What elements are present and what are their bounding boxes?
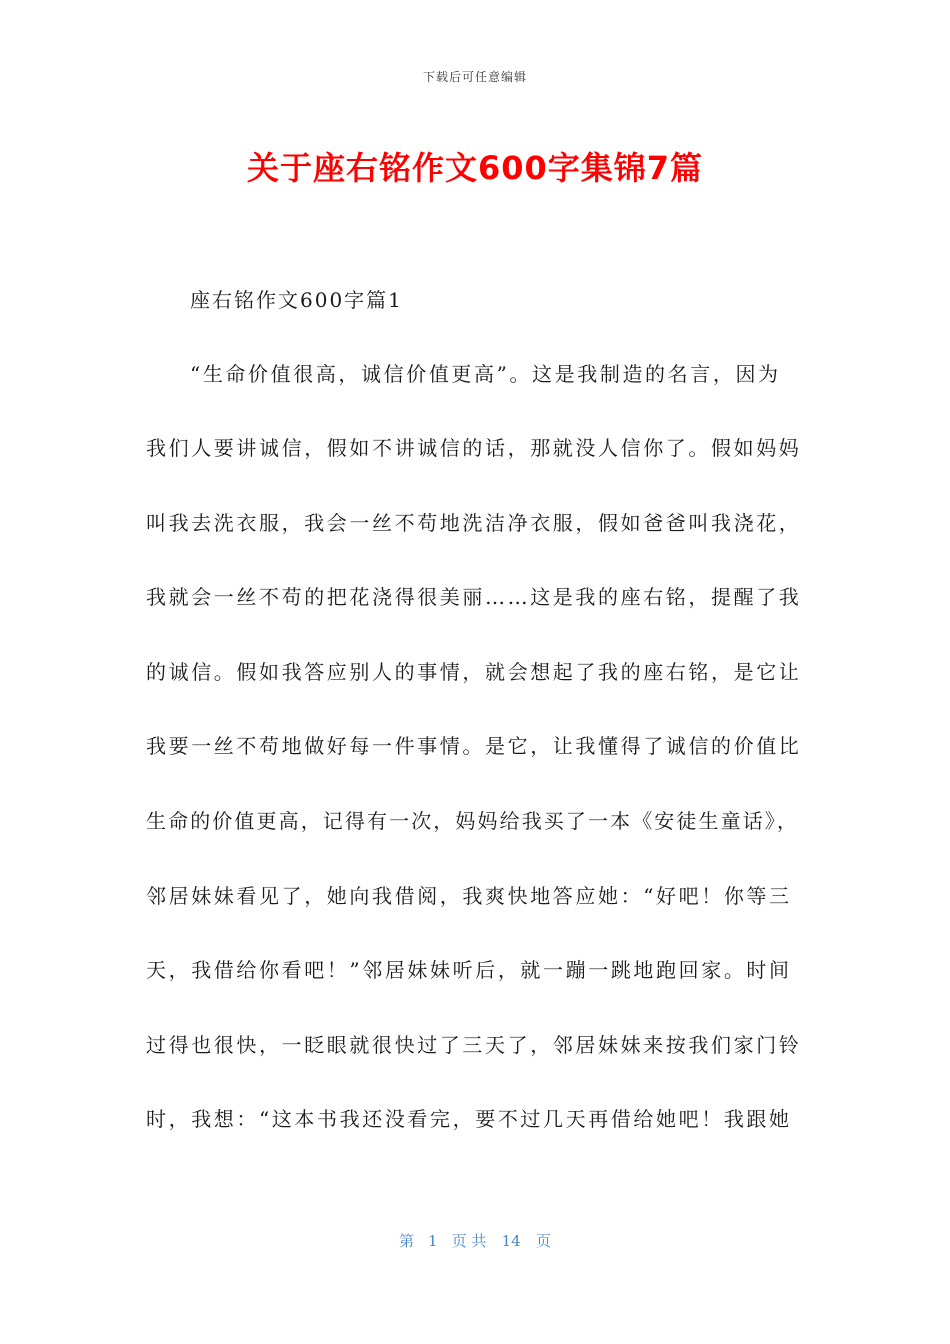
page-label-prefix: 第 — [399, 1232, 415, 1250]
paragraph-line: 过得也很快，一眨眼就很快过了三天了，邻居妹妹来按我们家门铃 — [146, 1033, 802, 1057]
paragraph-line: 我就会一丝不苟的把花浇得很美丽……这是我的座右铭，提醒了我 — [146, 585, 802, 609]
paragraph-line: “生命价值很高，诚信价值更高”。这是我制造的名言，因为 — [190, 362, 781, 386]
paragraph-line: 的诚信。假如我答应别人的事情，就会想起了我的座右铭，是它让 — [146, 660, 802, 684]
paragraph-line: 邻居妹妹看见了，她向我借阅，我爽快地答应她：“好吧！你等三 — [146, 884, 792, 908]
current-page-number: 1 — [428, 1232, 438, 1250]
document-title: 关于座右铭作文600字集锦7篇 — [246, 149, 704, 187]
page-label-suffix: 页 — [535, 1232, 551, 1250]
paragraph-line: 生命的价值更高，记得有一次，妈妈给我买了一本《安徒生童话》， — [146, 809, 799, 833]
paragraph-line: 天，我借给你看吧！”邻居妹妹听后，就一蹦一跳地跑回家。时间 — [146, 958, 792, 982]
section-heading: 座右铭作文600字篇1 — [190, 288, 403, 312]
page-footer — [0, 1230, 950, 1251]
paragraph-line: 叫我去洗衣服，我会一丝不苟地洗洁净衣服，假如爸爸叫我浇花， — [146, 511, 802, 535]
page-label-mid: 页 共 — [451, 1232, 487, 1250]
paragraph-line: 我要一丝不苟地做好每一件事情。是它，让我懂得了诚信的价值比 — [146, 734, 802, 758]
paragraph-line: 时，我想：“这本书我还没看完，要不过几天再借给她吧！我跟她 — [146, 1107, 792, 1131]
total-pages-number: 14 — [501, 1232, 521, 1250]
header-note: 下载后可任意编辑 — [422, 70, 527, 84]
paragraph-line: 我们人要讲诚信，假如不讲诚信的话，那就没人信你了。假如妈妈 — [146, 436, 802, 460]
